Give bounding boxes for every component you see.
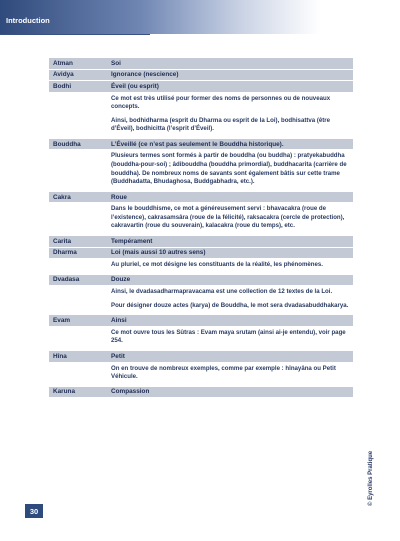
term-explanation — [111, 261, 353, 270]
term-explanation — [111, 365, 353, 382]
explanation-paragraph: On en trouve de nombreux exemples, comme par exemple : hînayâna ou Petit Véhicule. — [111, 364, 336, 381]
glossary-term-row — [49, 387, 353, 398]
term-definition: Loi (mais aussi 10 autres sens) — [111, 249, 206, 257]
explanation-paragraph: Dans le bouddhisme, ce mot a généreusement servi : bhavacakra (roue de l’existence), cakrasamsâra (roue de la félicité), raksacakra (cercle de protection), cakravartin (roue du souverain), kalacakra (roue du temps), etc. — [111, 205, 345, 230]
section-title: Introduction — [6, 16, 50, 25]
term-definition: L’Éveillé (ce n’est pas seulement le Bouddha historique). — [111, 140, 284, 148]
term-label: Hîna — [53, 352, 67, 360]
term-definition: Roue — [111, 193, 127, 201]
term-definition: Ignorance (nescience) — [111, 71, 179, 79]
glossary-term-row — [49, 58, 353, 69]
term-explanation — [111, 95, 353, 134]
glossary-term-row — [49, 275, 353, 286]
explanation-paragraph: Ce mot ouvre tous les Sûtras : Evam maya srutam (ainsi ai-je entendu), voir page 254. — [111, 328, 346, 345]
explanation-paragraph: Au pluriel, ce mot désigne les constituants de la réalité, les phénomènes. — [111, 261, 323, 269]
header-band — [0, 0, 400, 34]
glossary-term-row — [49, 315, 353, 326]
term-definition: Douze — [111, 276, 131, 284]
term-definition: Tempérament — [111, 237, 153, 245]
term-label: Dharma — [53, 249, 77, 257]
page-number: 30 — [25, 504, 43, 518]
explanation-paragraph: Ce mot est très utilisé pour former des noms de personnes ou de nouveaux concepts. — [111, 94, 331, 111]
glossary-term-row — [49, 192, 353, 203]
term-label: Dvadasa — [53, 276, 80, 284]
glossary-term-row — [49, 236, 353, 247]
term-label: Karuna — [53, 388, 76, 396]
glossary-table — [49, 58, 353, 398]
glossary-term-row — [49, 70, 353, 81]
term-definition: Ainsi — [111, 317, 127, 325]
header-divider — [0, 34, 150, 35]
term-label: Carita — [53, 237, 72, 245]
term-explanation — [111, 152, 353, 186]
term-explanation — [111, 329, 353, 346]
glossary-term-row — [49, 248, 353, 259]
explanation-paragraph: Ainsi, bodhidharma (esprit du Dharma ou esprit de la Loi), bodhisattva (être d’Éveil), bodhicitta (l’esprit d’Éveil). — [111, 116, 331, 133]
explanation-paragraph: Pour désigner douze actes (karya) de Bouddha, le mot sera dvadasabuddhakarya. — [111, 301, 349, 309]
term-label: Bouddha — [53, 140, 81, 148]
term-label: Bodhi — [53, 82, 72, 90]
term-definition: Soi — [111, 59, 121, 67]
glossary-term-row — [49, 81, 353, 92]
term-explanation — [111, 288, 353, 310]
term-label: Atman — [53, 59, 73, 67]
glossary-term-row — [49, 351, 353, 362]
term-label: Avidya — [53, 71, 74, 79]
term-definition: Éveil (ou esprit) — [111, 82, 159, 90]
term-definition: Compassion — [111, 388, 150, 396]
explanation-paragraph: Plusieurs termes sont formés à partir de bouddha (ou buddha) : pratyekabuddha (bouddha-pour-soi) ; âdibouddha (bouddha primordial), buddhacarita (carrière de bouddha). De nombreux noms de savants sont également bâtis sur cette trame (Buddhadatta, Bhudaghosa, Buddgabhadra, etc.). — [111, 152, 347, 186]
publisher-credit: © Eyrolles Pratique — [368, 450, 374, 506]
term-label: Cakra — [53, 193, 71, 201]
explanation-paragraph: Ainsi, le dvadasadharmapravacama est une collection de 12 textes de la Loi. — [111, 288, 333, 296]
term-explanation — [111, 205, 353, 231]
term-label: Evam — [53, 317, 71, 325]
term-definition: Petit — [111, 352, 125, 360]
glossary-term-row — [49, 139, 353, 150]
